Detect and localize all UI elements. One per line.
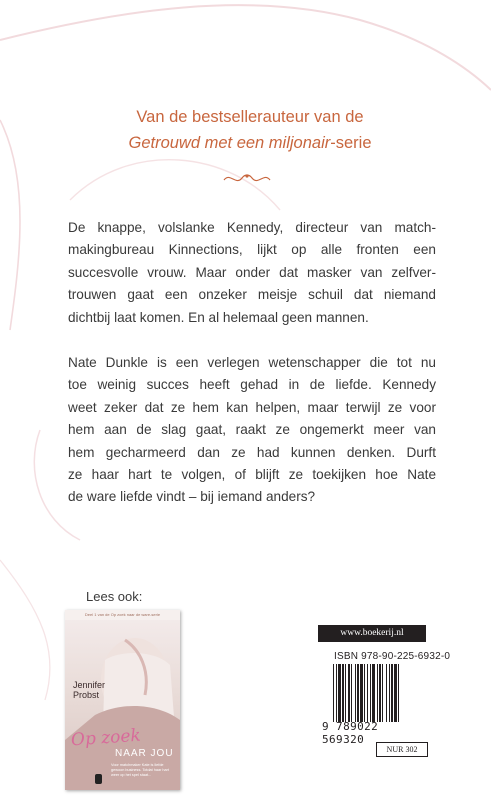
book-title-caps: NAAR JOU <box>115 748 174 759</box>
paragraph-line: dichtbij laat komen. En al helemaal geen mannen. <box>68 309 369 325</box>
tagline-text: Van de bestsellerauteur van de <box>136 108 364 126</box>
paragraph-line: ze haar hart te volgen, of blijft ze toekijken hoe Nate <box>68 467 436 483</box>
paragraph-line: Nate Dunkle is een verlegen wetenschapper die tot nu <box>68 355 436 370</box>
publisher-url: www.boekerij.nl <box>318 625 426 642</box>
book-author <box>73 680 105 700</box>
publisher-logo-icon <box>95 774 102 784</box>
also-read-label: Lees ook: <box>86 589 143 604</box>
series-suffix: -serie <box>330 134 372 152</box>
paragraph-line: weet zeker dat ze hem kan helpen, maar terwijl ze voor <box>68 399 436 415</box>
paragraph-line: De knappe, volslanke Kennedy, directeur van match- <box>68 220 436 235</box>
barcode-digits: 9 789022 569320 <box>322 720 379 746</box>
tagline-line-2 <box>60 130 440 156</box>
description-paragraph-2 <box>68 352 436 509</box>
paragraph-line: de ware liefde vindt – bij iemand anders? <box>68 489 316 505</box>
paragraph-line: hem aan de slag gaat, raakt ze ongemerkt meer van <box>68 422 436 438</box>
author-first-name: Jennifer <box>73 680 106 690</box>
flourish-ornament-icon <box>222 168 272 190</box>
book-cover-thumbnail <box>65 610 180 790</box>
paragraph-line: trouwen gaat een onzeker meisje schuil dat niemand <box>68 287 436 303</box>
description-paragraph-1 <box>68 217 436 329</box>
paragraph-line: hem gecharmeerd dan ze had kunnen denken. Durft <box>68 444 436 460</box>
paragraph-line: succesvolle vrouw. Maar onder dat masker van zelfver- <box>68 264 436 280</box>
book-title-script: Op zoek <box>70 725 142 751</box>
paragraph-line: makingbureau Kinnections, lijkt op alle fronten een <box>68 242 436 258</box>
barcode-icon <box>333 664 425 722</box>
tagline-line-1 <box>60 104 440 130</box>
author-last-name: Probst <box>73 690 100 700</box>
book-blurb: Voor matchmaker Kate is liefde gewoon business. Totdat haar hart weer op het spel staat... <box>111 763 169 777</box>
series-title: Getrouwd met een miljonair <box>128 134 331 152</box>
isbn-text: ISBN 978-90-225-6932-0 <box>334 651 451 662</box>
nur-code: NUR 302 <box>376 742 428 757</box>
book-series-line: Deel 1 van de Op zoek naar de ware-serie <box>65 610 180 620</box>
paragraph-line: toe weinig succes heeft gehad in de liefde. Kennedy <box>68 377 436 393</box>
